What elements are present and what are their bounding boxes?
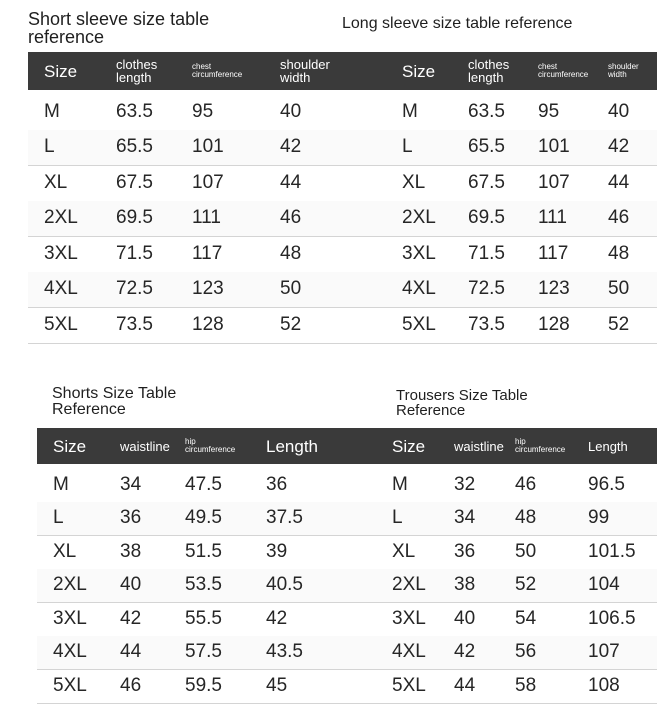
table-row — [380, 602, 657, 637]
table-row — [28, 201, 390, 238]
cell-col-2: 38 — [120, 540, 142, 562]
table-row — [390, 165, 657, 202]
table-row — [390, 236, 657, 273]
cell-col-3: 128 — [538, 313, 570, 335]
cell-col-4: 43.5 — [266, 641, 303, 663]
trousers-title: Trousers Size Table Reference — [396, 387, 528, 419]
cell-col-2: 40 — [454, 607, 476, 629]
cell-col-4: 44 — [608, 171, 630, 193]
header-size: Size — [53, 436, 87, 456]
cell-col-3: 51.5 — [185, 540, 222, 562]
header-size: Size — [402, 61, 436, 81]
header-col-2: clothes length — [468, 57, 510, 85]
table-header — [380, 428, 657, 464]
long-sleeve-table — [390, 52, 657, 349]
cell-col-2: 65.5 — [116, 136, 153, 158]
cell-col-4: 104 — [588, 574, 620, 596]
cell-size: M — [402, 100, 418, 122]
cell-col-3: 52 — [515, 574, 537, 596]
cell-col-4: 48 — [280, 242, 302, 264]
cell-col-4: 39 — [266, 540, 288, 562]
table-row — [380, 468, 657, 503]
cell-col-2: 42 — [454, 641, 476, 663]
cell-col-4: 96.5 — [588, 473, 625, 495]
cell-size: 4XL — [44, 278, 78, 300]
cell-col-4: 40.5 — [266, 574, 303, 596]
table-header — [28, 52, 390, 90]
cell-col-4: 50 — [280, 278, 302, 300]
table-row — [380, 535, 657, 570]
cell-col-4: 50 — [608, 278, 630, 300]
header-col-3: hip circumference — [185, 437, 236, 454]
cell-col-4: 37.5 — [266, 507, 303, 529]
cell-col-3: 101 — [192, 136, 224, 158]
cell-col-2: 71.5 — [116, 242, 153, 264]
cell-col-3: 49.5 — [185, 507, 222, 529]
cell-col-4: 40 — [280, 100, 302, 122]
cell-size: L — [53, 507, 64, 529]
table-row — [28, 272, 390, 309]
cell-col-2: 32 — [454, 473, 476, 495]
cell-col-3: 95 — [192, 100, 214, 122]
cell-size: 3XL — [392, 607, 426, 629]
header-col-4: shoulder width — [280, 57, 330, 85]
cell-col-3: 123 — [192, 278, 224, 300]
table-row — [37, 535, 380, 570]
cell-col-2: 38 — [454, 574, 476, 596]
shorts-table — [37, 428, 380, 699]
cell-size: 2XL — [44, 207, 78, 229]
cell-col-4: 108 — [588, 674, 620, 696]
cell-col-2: 34 — [454, 507, 476, 529]
cell-col-2: 36 — [454, 540, 476, 562]
cell-col-2: 72.5 — [468, 278, 505, 300]
cell-size: 5XL — [53, 674, 87, 696]
cell-size: 3XL — [53, 607, 87, 629]
cell-size: 2XL — [53, 574, 87, 596]
table-row — [28, 94, 390, 131]
table-row — [390, 94, 657, 131]
cell-col-4: 52 — [280, 313, 302, 335]
header-col-3: hip circumference — [515, 437, 566, 454]
table-header — [390, 52, 657, 90]
cell-col-2: 67.5 — [468, 171, 505, 193]
cell-col-4: 106.5 — [588, 607, 636, 629]
cell-col-3: 53.5 — [185, 574, 222, 596]
cell-size: XL — [392, 540, 416, 562]
table-row — [37, 602, 380, 637]
cell-size: M — [392, 473, 408, 495]
cell-col-4: 36 — [266, 473, 288, 495]
cell-col-2: 69.5 — [468, 207, 505, 229]
cell-size: L — [392, 507, 403, 529]
cell-size: XL — [53, 540, 77, 562]
cell-col-3: 59.5 — [185, 674, 222, 696]
cell-col-2: 40 — [120, 574, 142, 596]
cell-col-2: 67.5 — [116, 171, 153, 193]
cell-col-2: 42 — [120, 607, 142, 629]
cell-col-2: 65.5 — [468, 136, 505, 158]
table-row — [380, 636, 657, 671]
cell-col-4: 46 — [280, 207, 302, 229]
cell-col-3: 58 — [515, 674, 537, 696]
table-row — [380, 569, 657, 604]
cell-col-4: 48 — [608, 242, 630, 264]
cell-size: 4XL — [392, 641, 426, 663]
header-col-3: chest circumference — [538, 62, 589, 79]
table-row — [390, 307, 657, 344]
cell-col-3: 47.5 — [185, 473, 222, 495]
cell-size: 5XL — [392, 674, 426, 696]
cell-col-3: 107 — [538, 171, 570, 193]
cell-col-2: 73.5 — [116, 313, 153, 335]
cell-col-3: 54 — [515, 607, 537, 629]
cell-size: M — [53, 473, 69, 495]
cell-col-2: 71.5 — [468, 242, 505, 264]
cell-col-2: 63.5 — [116, 100, 153, 122]
cell-col-3: 55.5 — [185, 607, 222, 629]
cell-col-4: 101.5 — [588, 540, 636, 562]
cell-size: 2XL — [402, 207, 436, 229]
cell-col-3: 46 — [515, 473, 537, 495]
table-row — [380, 502, 657, 537]
cell-col-3: 111 — [538, 207, 567, 229]
cell-col-3: 57.5 — [185, 641, 222, 663]
cell-col-2: 69.5 — [116, 207, 153, 229]
long-sleeve-title: Long sleeve size table reference — [342, 15, 573, 32]
cell-col-2: 72.5 — [116, 278, 153, 300]
cell-col-2: 34 — [120, 473, 142, 495]
cell-col-3: 117 — [192, 242, 223, 264]
cell-size: 4XL — [53, 641, 87, 663]
header-col-3: chest circumference — [192, 62, 243, 79]
table-row — [28, 165, 390, 202]
table-row — [390, 130, 657, 167]
header-col-4: Length — [266, 436, 318, 456]
table-row — [37, 502, 380, 537]
cell-col-3: 50 — [515, 540, 537, 562]
cell-col-3: 95 — [538, 100, 560, 122]
cell-col-4: 42 — [266, 607, 288, 629]
cell-size: L — [402, 136, 413, 158]
header-col-2: clothes length — [116, 57, 158, 85]
cell-col-2: 73.5 — [468, 313, 505, 335]
header-size: Size — [44, 61, 78, 81]
cell-col-2: 46 — [120, 674, 142, 696]
header-size: Size — [392, 436, 426, 456]
table-header — [37, 428, 380, 464]
table-row — [28, 307, 390, 344]
cell-size: 3XL — [402, 242, 436, 264]
table-row — [28, 236, 390, 273]
cell-col-3: 117 — [538, 242, 569, 264]
cell-col-2: 36 — [120, 507, 142, 529]
table-row — [390, 201, 657, 238]
table-row — [37, 468, 380, 503]
cell-col-4: 107 — [588, 641, 620, 663]
cell-size: 5XL — [44, 313, 78, 335]
cell-col-4: 44 — [280, 171, 302, 193]
cell-col-4: 45 — [266, 674, 288, 696]
cell-size: 2XL — [392, 574, 426, 596]
table-row — [28, 130, 390, 167]
cell-col-4: 42 — [280, 136, 302, 158]
cell-col-3: 48 — [515, 507, 537, 529]
cell-col-3: 56 — [515, 641, 537, 663]
header-col-4: Length — [588, 438, 628, 454]
header-col-2: waistline — [120, 438, 170, 454]
cell-col-4: 52 — [608, 313, 630, 335]
cell-size: XL — [44, 171, 68, 193]
cell-col-2: 63.5 — [468, 100, 505, 122]
cell-col-4: 40 — [608, 100, 630, 122]
cell-size: L — [44, 136, 55, 158]
cell-col-4: 99 — [588, 507, 610, 529]
cell-size: XL — [402, 171, 426, 193]
cell-size: 3XL — [44, 242, 78, 264]
cell-size: M — [44, 100, 60, 122]
header-col-2: waistline — [454, 438, 504, 454]
cell-size: 4XL — [402, 278, 436, 300]
cell-size: 5XL — [402, 313, 436, 335]
table-row — [37, 636, 380, 671]
table-row — [380, 669, 657, 704]
shorts-title: Shorts Size Table Reference — [52, 385, 177, 418]
cell-col-3: 128 — [192, 313, 224, 335]
cell-col-2: 44 — [454, 674, 476, 696]
short-sleeve-table — [28, 52, 390, 349]
cell-col-3: 123 — [538, 278, 570, 300]
cell-col-4: 46 — [608, 207, 630, 229]
table-row — [37, 669, 380, 704]
cell-col-3: 101 — [538, 136, 570, 158]
short-sleeve-title: Short sleeve size table reference — [28, 9, 210, 47]
table-row — [390, 272, 657, 309]
cell-col-3: 111 — [192, 207, 221, 229]
cell-col-4: 42 — [608, 136, 630, 158]
cell-col-2: 44 — [120, 641, 142, 663]
table-row — [37, 569, 380, 604]
cell-col-3: 107 — [192, 171, 224, 193]
trousers-table — [380, 428, 657, 699]
header-col-4: shoulder width — [608, 62, 639, 79]
